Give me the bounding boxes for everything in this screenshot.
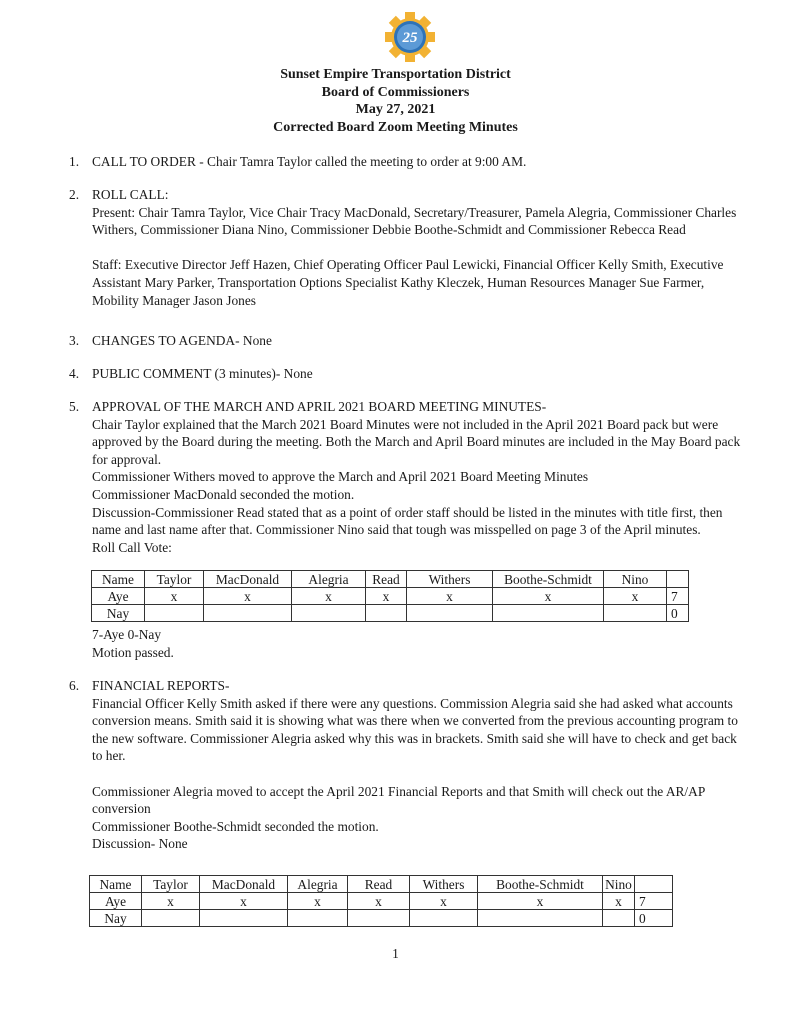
vote-table-financial: [89, 875, 673, 927]
svg-text:25: 25: [402, 30, 418, 46]
org-name: Sunset Empire Transportation District: [280, 67, 511, 82]
nay-total: 0: [667, 605, 689, 622]
discussion: Discussion-Commissioner Read stated that as a point of order staff should be listed in the minutes with title first, then name and last name after that. Commissioner Nino said that tough was misspelled on page 3 of the April minutes.: [92, 504, 723, 538]
table-row: Nay 0: [90, 910, 673, 927]
table-row: Nay 0: [92, 605, 689, 622]
vote-table-minutes: [91, 570, 689, 622]
present-list: Present: Chair Tamra Taylor, Vice Chair Tracy MacDonald, Secretary/Treasurer, Pamela Alegria, Commissioner Charles Withers, Commissioner Diana Nino, Commissioner Debbie Boothe-Schmidt and Commissioner Rebecca Read: [92, 204, 737, 238]
agenda-item-approval-minutes: 5. APPROVAL OF THE MARCH AND APRIL 2021 BOARD MEETING MINUTES- Chair Taylor explained that the March 2021 Board Minutes were not included in the April 2021 Board pack but were approved by the Board during the meeting. Both the March and April Board minutes are included in the May Board pack for approval. Commissioner Withers moved to approve the March and April 2021 Board Meeting Minutes Commissioner MacDonald seconded the motion. Discussion-Commissioner Read stated that as a point of order staff should be listed in the minutes with title first, then name and last name after that. Commissioner Nino said that tough was misspelled on page 3 of the April minutes. Roll Call Vote:: [69, 398, 749, 556]
district-logo-icon: [385, 12, 435, 62]
explanation: Chair Taylor explained that the March 2021 Board Minutes were not included in the April 2021 Board pack but were approved by the Board during the meeting. Both the March and April Board minutes are included in the May Board pack for approval.: [92, 416, 741, 467]
aye-total: 7: [667, 588, 689, 605]
vote-result-minutes: 7-Aye 0-Nay Motion passed.: [92, 627, 174, 660]
section-heading: APPROVAL OF THE MARCH AND APRIL 2021 BOARD MEETING MINUTES-: [92, 399, 547, 414]
board-name: Board of Commissioners: [321, 84, 470, 100]
aye-total: 7: [635, 893, 673, 910]
staff-list: Staff: Executive Director Jeff Hazen, Chief Operating Officer Paul Lewicki, Financial Officer Kelly Smith, Executive Assistant Mary Parker, Transportation Options Specialist Kathy Kleczek, Human Resources Manager Sue Farmer, Mobility Manager Jason Jones: [92, 257, 724, 308]
second: Commissioner Boothe-Schmidt seconded the motion.: [92, 818, 379, 834]
table-row: Name Taylor MacDonald Alegria Read Withers Boothe-Schmidt Nino: [92, 571, 689, 588]
second: Commissioner MacDonald seconded the motion.: [92, 486, 355, 502]
section-heading: FINANCIAL REPORTS-: [92, 678, 230, 693]
document-title: Corrected Board Zoom Meeting Minutes: [273, 119, 518, 135]
agenda-item-call-to-order: 1. CALL TO ORDER - Chair Tamra Taylor called the meeting to order at 9:00 AM.: [69, 154, 527, 169]
meeting-date: May 27, 2021: [355, 102, 436, 117]
agenda-item-financial-reports: 6. FINANCIAL REPORTS- Financial Officer Kelly Smith asked if there were any questions. Commission Alegria said she had asked what accounts conversion means. Smith said it is showing what was there when we converted from the previous accounting program to the new software. Commissioner Alegria asked why this was in brackets. Smith said she will have to check and get back to her. Commissioner Alegria moved to accept the April 2021 Financial Reports and that Smith will check out the AR/AP conversion Commissioner Boothe-Schmidt seconded the motion. Discussion- None: [69, 677, 749, 853]
financial-discussion: Financial Officer Kelly Smith asked if there were any questions. Commission Alegria said she had asked what accounts conversion means. Smith said it is showing what was there when we converted from the previous accounting program to the new software. Commissioner Alegria asked why this was in brackets. Smith said she will have to check and get back to her.: [92, 695, 738, 764]
table-row: Name Taylor MacDonald Alegria Read Withers Boothe-Schmidt Nino: [90, 876, 673, 893]
page-number: 1: [392, 946, 399, 961]
agenda-item-changes: 3. CHANGES TO AGENDA- None: [69, 333, 272, 348]
motion: Commissioner Alegria moved to accept the April 2021 Financial Reports and that Smith will check out the AR/AP conversion: [92, 783, 705, 817]
table-row: Aye x x x x x x x 7: [92, 588, 689, 605]
document-header: [0, 66, 791, 136]
discussion: Discussion- None: [92, 836, 188, 852]
agenda-item-public-comment: 4. PUBLIC COMMENT (3 minutes)- None: [69, 366, 313, 381]
motion: Commissioner Withers moved to approve the March and April 2021 Board Meeting Minutes: [92, 469, 589, 485]
section-heading: ROLL CALL:: [92, 187, 169, 202]
vote-label: Roll Call Vote:: [92, 539, 172, 555]
nay-total: 0: [635, 910, 673, 927]
table-row: Aye x x x x x x x 7: [90, 893, 673, 910]
agenda-item-roll-call: 2. ROLL CALL: Present: Chair Tamra Taylor, Vice Chair Tracy MacDonald, Secretary/Treasurer, Pamela Alegria, Commissioner Charles Withers, Commissioner Diana Nino, Commissioner Debbie Boothe-Schmidt and Commissioner Rebecca Read Staff: Executive Director Jeff Hazen, Chief Operating Officer Paul Lewicki, Financial Officer Kelly Smith, Executive Assistant Mary Parker, Transportation Options Specialist Kathy Kleczek, Human Resources Manager Sue Farmer, Mobility Manager Jason Jones: [69, 186, 749, 309]
